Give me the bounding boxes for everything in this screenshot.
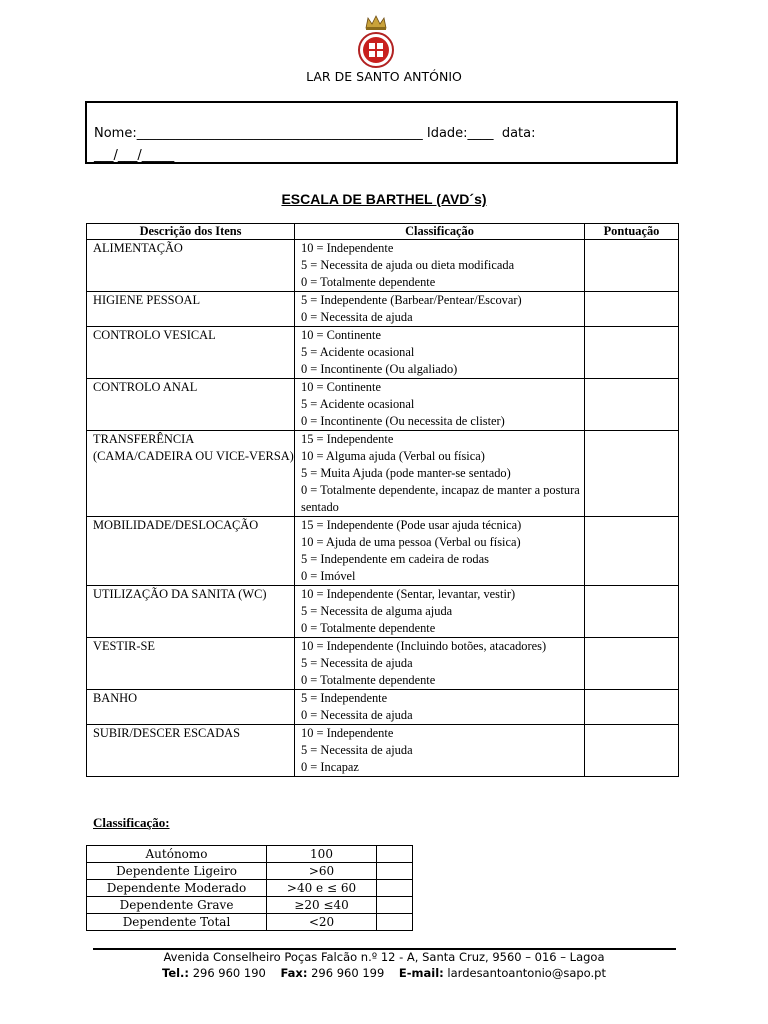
barthel-table [86, 223, 679, 777]
check-cell[interactable] [377, 897, 413, 914]
check-cell[interactable] [377, 880, 413, 897]
table-row [87, 431, 679, 517]
item-description: UTILIZAÇÃO DA SANITA (WC) [87, 586, 295, 638]
organization-name: LAR DE SANTO ANTÓNIO [306, 69, 462, 84]
item-description: CONTROLO VESICAL [87, 327, 295, 379]
classification-option: 0 = Totalmente dependente [301, 621, 436, 635]
classification-option: 5 = Necessita de ajuda [301, 656, 413, 670]
classification-options [295, 292, 585, 327]
tel-label: Tel.: [162, 966, 190, 980]
tel-number: 296 960 190 [192, 966, 266, 980]
score-cell[interactable] [585, 292, 679, 327]
footer-contact [0, 966, 768, 980]
classification-option: 10 = Independente (Incluindo botões, atacadores) [301, 639, 547, 653]
classification-option: 15 = Independente (Pode usar ajuda técnica) [301, 518, 522, 532]
classification-row [87, 897, 413, 914]
item-description: HIGIENE PESSOAL [87, 292, 295, 327]
classification-option: 5 = Necessita de ajuda ou dieta modificada [301, 258, 515, 272]
dependency-level: Dependente Total [87, 914, 267, 931]
classification-options [295, 240, 585, 292]
score-cell[interactable] [585, 431, 679, 517]
classification-option: 0 = Necessita de ajuda [301, 708, 413, 722]
classification-row [87, 863, 413, 880]
classification-options [295, 586, 585, 638]
classification-row [87, 914, 413, 931]
table-row [87, 379, 679, 431]
column-header-score: Pontuação [585, 224, 679, 240]
age-field[interactable]: Idade:____ [426, 126, 494, 141]
table-row [87, 240, 679, 292]
classification-option: 5 = Necessita de ajuda [301, 743, 413, 757]
item-description: SUBIR/DESCER ESCADAS [87, 725, 295, 777]
patient-info-box [85, 101, 678, 164]
table-row [87, 638, 679, 690]
check-cell[interactable] [377, 846, 413, 863]
fax-label: Fax: [280, 966, 308, 980]
score-range: >40 e ≤ 60 [267, 880, 377, 897]
classification-option: 10 = Independente (Sentar, levantar, vestir) [301, 587, 516, 601]
date-field[interactable]: ___/___/_____ [94, 148, 175, 163]
classification-options [295, 431, 585, 517]
table-row [87, 725, 679, 777]
classification-option: 5 = Independente [301, 691, 388, 705]
item-description: VESTIR-SE [87, 638, 295, 690]
classification-option: 5 = Necessita de alguma ajuda [301, 604, 453, 618]
classification-option: 0 = Imóvel [301, 569, 356, 583]
classification-option: 0 = Totalmente dependente [301, 275, 436, 289]
check-cell[interactable] [377, 863, 413, 880]
classification-row [87, 846, 413, 863]
score-cell[interactable] [585, 240, 679, 292]
score-cell[interactable] [585, 725, 679, 777]
classification-option: 5 = Independente (Barbear/Pentear/Escovar) [301, 293, 522, 307]
classification-options [295, 517, 585, 586]
item-description: CONTROLO ANAL [87, 379, 295, 431]
column-header-items: Descrição dos Itens [87, 224, 295, 240]
item-description: MOBILIDADE/DESLOCAÇÃO [87, 517, 295, 586]
classification-option: 0 = Necessita de ajuda [301, 310, 413, 324]
classification-table [86, 845, 413, 931]
score-range: >60 [267, 863, 377, 880]
classification-options [295, 379, 585, 431]
score-cell[interactable] [585, 638, 679, 690]
classification-option: 10 = Continente [301, 328, 381, 342]
classification-option: 10 = Independente [301, 726, 394, 740]
classification-option: 0 = Totalmente dependente, incapaz de manter a postura sentado [301, 483, 580, 514]
score-range: ≥20 ≤40 [267, 897, 377, 914]
email-label: E-mail: [398, 966, 444, 980]
email-address[interactable]: lardesantoantonio@sapo.pt [447, 966, 606, 980]
table-row [87, 690, 679, 725]
classification-option: 15 = Independente [301, 432, 394, 446]
classification-option: 0 = Incontinente (Ou algaliado) [301, 362, 458, 376]
table-row [87, 327, 679, 379]
fax-number: 296 960 199 [311, 966, 385, 980]
classification-options [295, 725, 585, 777]
item-description: BANHO [87, 690, 295, 725]
classification-option: 0 = Totalmente dependente [301, 673, 436, 687]
score-cell[interactable] [585, 690, 679, 725]
item-description: TRANSFERÊNCIA (CAMA/CADEIRA OU VICE-VERSA) [87, 431, 295, 517]
classification-option: 10 = Independente [301, 241, 394, 255]
classification-option: 0 = Incapaz [301, 760, 359, 774]
classification-row [87, 880, 413, 897]
classification-options [295, 690, 585, 725]
item-description: ALIMENTAÇÃO [87, 240, 295, 292]
table-header-row [87, 224, 679, 240]
dependency-level: Autónomo [87, 846, 267, 863]
name-field[interactable]: Nome:____________________________________________ [94, 126, 423, 141]
column-header-classification: Classificação [295, 224, 585, 240]
score-cell[interactable] [585, 586, 679, 638]
table-row [87, 292, 679, 327]
classification-option: 0 = Incontinente (Ou necessita de clister) [301, 414, 505, 428]
table-row [87, 586, 679, 638]
classification-label: Classificação: [93, 815, 170, 830]
classification-option: 5 = Muita Ajuda (pode manter-se sentado) [301, 466, 511, 480]
classification-option: 10 = Continente [301, 380, 381, 394]
table-row [87, 517, 679, 586]
score-cell[interactable] [585, 327, 679, 379]
date-label: data: [501, 126, 536, 141]
score-cell[interactable] [585, 517, 679, 586]
score-cell[interactable] [585, 379, 679, 431]
classification-option: 5 = Acidente ocasional [301, 397, 415, 411]
dependency-level: Dependente Grave [87, 897, 267, 914]
footer-address: Avenida Conselheiro Poças Falcão n.º 12 - A, Santa Cruz, 9560 – 016 – Lagoa [163, 950, 605, 964]
institution-crest-logo [356, 14, 396, 70]
classification-options [295, 327, 585, 379]
scale-title: ESCALA DE BARTHEL (AVD´s) [281, 191, 487, 207]
dependency-level: Dependente Moderado [87, 880, 267, 897]
classification-option: 5 = Acidente ocasional [301, 345, 415, 359]
score-range: <20 [267, 914, 377, 931]
classification-option: 10 = Alguma ajuda (Verbal ou física) [301, 449, 485, 463]
score-range: 100 [267, 846, 377, 863]
check-cell[interactable] [377, 914, 413, 931]
classification-option: 5 = Independente em cadeira de rodas [301, 552, 489, 566]
classification-options [295, 638, 585, 690]
dependency-level: Dependente Ligeiro [87, 863, 267, 880]
classification-option: 10 = Ajuda de uma pessoa (Verbal ou física) [301, 535, 521, 549]
